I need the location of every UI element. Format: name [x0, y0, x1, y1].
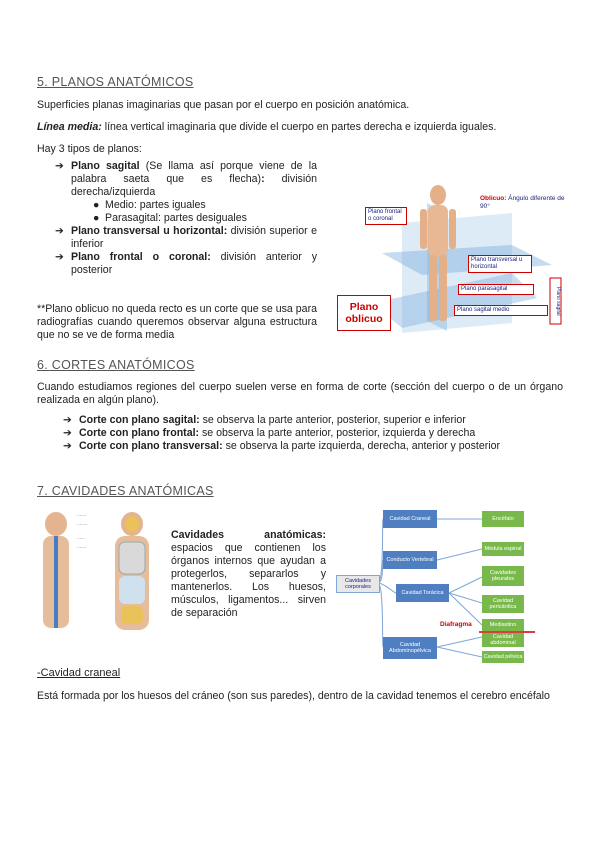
list-item-sagital	[55, 160, 317, 199]
planes-list	[55, 160, 317, 277]
list-item-frontal	[55, 251, 317, 277]
node-pleurales: Cavidades pleurales	[482, 566, 524, 586]
node-abdominal: Cavidad abdominal	[482, 633, 524, 647]
linea-label: Línea media:	[37, 121, 102, 133]
arrow-icon: ➔	[55, 160, 64, 172]
sagital-text2: división derecha/izquierda	[71, 173, 317, 198]
node-craneal: Cavidad Craneal	[383, 510, 437, 528]
section-6-heading: 6. CORTES ANATÓMICOS	[37, 358, 195, 372]
node-mediastino: Mediastino	[482, 619, 524, 631]
cavities-figure	[37, 510, 162, 640]
node-pelvica: Cavidad pélvica	[482, 651, 524, 663]
sagital-text: (Se llama así porque viene de la palabra saeta que es flecha)	[71, 160, 317, 185]
body-arm-left	[420, 209, 427, 249]
arrow-icon: ➔	[63, 440, 72, 452]
arrow-icon: ➔	[63, 427, 72, 439]
corte-label: Corte con plano frontal:	[79, 427, 200, 439]
node-abdominopelvica: Cavidad Abdominopélvica	[383, 637, 437, 659]
cavities-tree	[334, 505, 564, 665]
cavity-labels-left: ······· ········ ······ ·······	[77, 513, 88, 550]
planes-figure	[345, 183, 574, 333]
transversal-text: división superior e inferior	[71, 225, 317, 250]
hay-tipos: Hay 3 tipos de planos:	[37, 143, 142, 155]
list-item-transversal	[55, 225, 317, 251]
sec5-intro: Superficies planas imaginarias que pasan por el cuerpo en posición anatómica.	[37, 99, 410, 111]
label-parasagital: Plano parasagital	[458, 284, 534, 295]
node-medula: Médula espinal	[482, 542, 524, 556]
frontal-label: Plano frontal o coronal:	[71, 251, 211, 263]
body-leg-left	[429, 255, 437, 321]
sub-item-parasagital	[93, 212, 317, 225]
cavidades-def	[171, 529, 326, 620]
sub1-text: Medio: partes iguales	[105, 199, 206, 211]
oblicuo-note: **Plano oblicuo no queda recto es un corte que se usa para radiografías cuando queremos observar alguna estructura que no se ve de forma media	[37, 303, 317, 341]
corte-text: se observa la parte izquierda, derecha, anterior y posterior	[222, 440, 501, 452]
body-arm-right	[449, 209, 456, 249]
corte-text: se observa la parte anterior, posterior, superior e inferior	[199, 414, 466, 426]
arrow-icon: ➔	[63, 414, 72, 426]
linea-media	[37, 121, 567, 134]
sagital-colon: :	[261, 173, 265, 185]
sub2-text: Parasagital: partes desiguales	[105, 212, 247, 224]
oblicuo-title: Oblicuo:	[480, 195, 507, 202]
label-diafragma: Diafragma	[440, 621, 472, 628]
corte-label: Corte con plano sagital:	[79, 414, 200, 426]
craneal-text: Está formada por los huesos del cráneo (son sus paredes), dentro de la cavidad tenemos el cerebro encéfalo	[37, 690, 550, 702]
oblicuo-caption	[480, 195, 574, 211]
sub-item-medio	[93, 199, 317, 212]
label-transversal: Plano transversal u horizontal	[468, 255, 532, 273]
body-torso	[428, 205, 448, 257]
cavidades-label: Cavidades anatómicas:	[171, 529, 326, 541]
node-vertebral: Conducto Vertebral	[383, 551, 437, 569]
transversal-label: Plano transversal u horizontal:	[71, 225, 228, 237]
body-head	[430, 185, 446, 205]
label-sagital-medio: Plano sagital medio	[454, 305, 548, 316]
sagital-label: Plano sagital	[71, 160, 140, 172]
section-7-heading: 7. CAVIDADES ANATÓMICAS	[37, 484, 214, 498]
cortes-list	[63, 414, 563, 453]
arrow-icon: ➔	[55, 251, 64, 263]
label-plano-sagital-side: Plano sagital	[555, 286, 561, 316]
oblicuo-desc: Ángulo diferente de 90°	[480, 195, 565, 210]
label-frontal: Plano frontal o coronal	[365, 207, 407, 225]
corte-item-transversal	[63, 440, 563, 453]
node-pericardica: Cavidad pericárdica	[482, 595, 524, 613]
body-leg-right	[439, 255, 447, 321]
sublist	[55, 199, 317, 225]
corte-item-sagital	[63, 414, 563, 427]
craneal-heading: -Cavidad craneal	[37, 667, 121, 679]
corte-text: se observa la parte anterior, posterior, izquierda y derecha	[199, 427, 476, 439]
arrow-icon: ➔	[55, 225, 64, 237]
node-toracica: Cavidad Torácica	[396, 584, 449, 602]
node-encefalo: Encéfalo	[482, 511, 524, 527]
corte-label: Corte con plano transversal:	[79, 440, 223, 452]
label-plano-oblicuo: Plano oblicuo	[337, 295, 391, 331]
node-root: Cavidades corporales	[336, 575, 380, 593]
bullet-icon: ●	[93, 212, 100, 224]
linea-text: línea vertical imaginaria que divide el cuerpo en partes derecha e izquierda iguales.	[101, 121, 497, 133]
bullet-icon: ●	[93, 199, 100, 211]
sec6-intro: Cuando estudiamos regiones del cuerpo suelen verse en forma de corte (sección del cuerpo o de un órgano realizada en algún plano).	[37, 381, 563, 406]
frontal-text: división anterior y posterior	[71, 251, 317, 276]
section-5-heading: 5. PLANOS ANATÓMICOS	[37, 75, 194, 89]
cavidades-text: espacios que contienen los órganos internos que ayudan a protegerlos, separarlos y mantenerlos. Los huesos, músculos, ligamentos... sirven de separación	[171, 542, 326, 619]
corte-item-frontal	[63, 427, 563, 440]
